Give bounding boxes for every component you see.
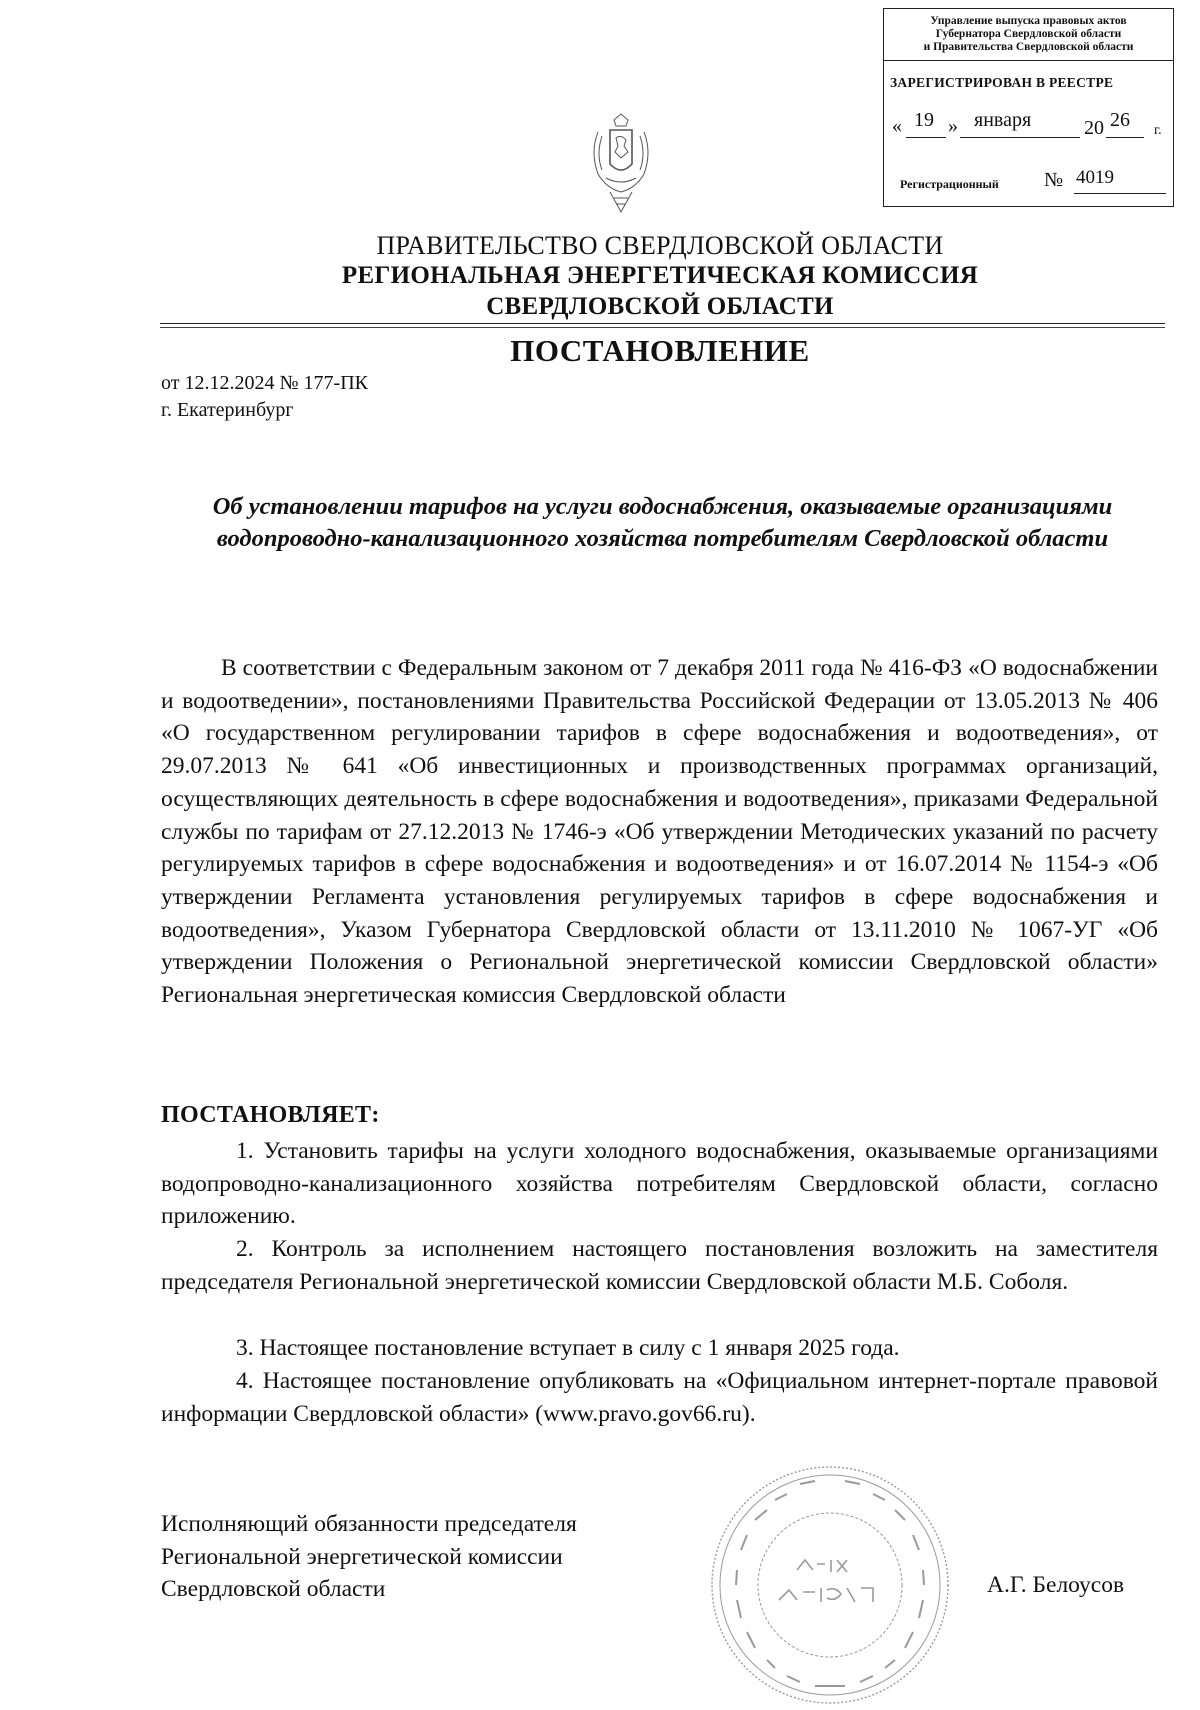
item-2: 2. Контроль за исполнением настоящего постановления возложить на заместителя председателя Региональной энергетической комиссии Свердловской области М.Б. Соболя. bbox=[161, 1236, 1158, 1295]
registration-title: ЗАРЕГИСТРИРОВАН В РЕЕСТРЕ bbox=[890, 75, 1114, 90]
date-quote-open: « bbox=[892, 115, 902, 137]
registration-month: января bbox=[974, 109, 1032, 131]
registration-number-sign: № bbox=[1044, 169, 1064, 191]
item-1: 1. Установить тарифы на услуги холодного водоснабжения, оказываемые организациями водопроводно-канализационного хозяйства потребителям Свердловской области, согласно приложению. bbox=[161, 1138, 1158, 1230]
date-quote-close: » bbox=[948, 115, 958, 137]
signatory-position-line: Свердловской области bbox=[161, 1576, 386, 1602]
registration-agency-line: Управление выпуска правовых актов bbox=[930, 15, 1127, 27]
signatory-position-line: Региональной энергетической комиссии bbox=[161, 1543, 563, 1570]
item-3: 3. Настоящее постановление вступает в силу с 1 января 2025 года. bbox=[236, 1335, 900, 1361]
registration-date bbox=[892, 109, 1172, 143]
resolves-heading: ПОСТАНОВЛЯЕТ: bbox=[161, 1102, 380, 1128]
coat-of-arms-icon bbox=[588, 112, 654, 222]
header-divider bbox=[160, 323, 1165, 324]
registration-agency bbox=[884, 9, 1173, 61]
document-subject: Об установлении тарифов на услуги водоснабжения, оказываемые организациями водопроводно-канализационного хозяйства потребителям Свердловской области bbox=[212, 493, 1113, 552]
header-divider-thin bbox=[160, 327, 1165, 328]
document-type: ПОСТАНОВЛЕНИЕ bbox=[510, 333, 810, 368]
item-4: 4. Настоящее постановление опубликовать на «Официальном интернет-портале правовой информации Свердловской области» (www.pravo.gov66.ru). bbox=[161, 1368, 1158, 1427]
signatory-position-line: Исполняющий обязанности председателя bbox=[161, 1511, 577, 1537]
commission-name-line1: РЕГИОНАЛЬНАЯ ЭНЕРГЕТИЧЕСКАЯ КОМИССИЯ bbox=[341, 262, 979, 289]
registration-number-label: Регистрационный bbox=[900, 177, 999, 191]
official-seal-icon bbox=[705, 1460, 955, 1710]
registration-agency-line: и Правительства Свердловской области bbox=[923, 41, 1134, 53]
preamble: В соответствии с Федеральным законом от 7 декабря 2011 года № 416-ФЗ «О водоснабжении и водоотведении», постановлениями Правительства Российской Федерации от 13.05.2013 № 406 «О государственном регулировании тарифов в сфере водоснабжения и водоотведения», от 29.07.2013 № 641 «Об инвестиционных и производственных программах организаций, осуществляющих деятельность в сфере водоснабжения и водоотведения», приказами Федеральной службы по тарифам от 27.12.2013 № 1746-э «Об утверждении Методических указаний по расчету регулируемых тарифов в сфере водоснабжения и водоотведения» и от 16.07.2014 № 1154-э «Об утверждении Регламента установления регулируемых тарифов в сфере водоснабжения и водоотведения», Указом Губернатора Свердловской области от 13.11.2010 № 1067-УГ «Об утверждении Положения о Региональной энергетической комиссии Свердловской области» Региональная энергетическая комиссия Свердловской области bbox=[161, 655, 1158, 1009]
document-date-number: от 12.12.2024 № 177-ПК bbox=[161, 372, 369, 394]
registration-agency-line: Губернатора Свердловской области bbox=[935, 28, 1122, 40]
signatory-name: А.Г. Белоусов bbox=[987, 1572, 1125, 1598]
registration-year-suffix: 26 bbox=[1110, 109, 1130, 131]
document-city: г. Екатеринбург bbox=[161, 399, 294, 421]
registration-number: 4019 bbox=[1076, 167, 1114, 188]
commission-name-line2: СВЕРДЛОВСКОЙ ОБЛАСТИ bbox=[486, 293, 834, 320]
registration-stamp bbox=[883, 8, 1174, 207]
registration-year-unit: г. bbox=[1154, 123, 1162, 138]
registration-day: 19 bbox=[914, 109, 934, 131]
government-name: ПРАВИТЕЛЬСТВО СВЕРДЛОВСКОЙ ОБЛАСТИ bbox=[376, 231, 944, 260]
signatory-position bbox=[161, 1508, 577, 1606]
registration-year-prefix: 20 bbox=[1084, 117, 1104, 139]
